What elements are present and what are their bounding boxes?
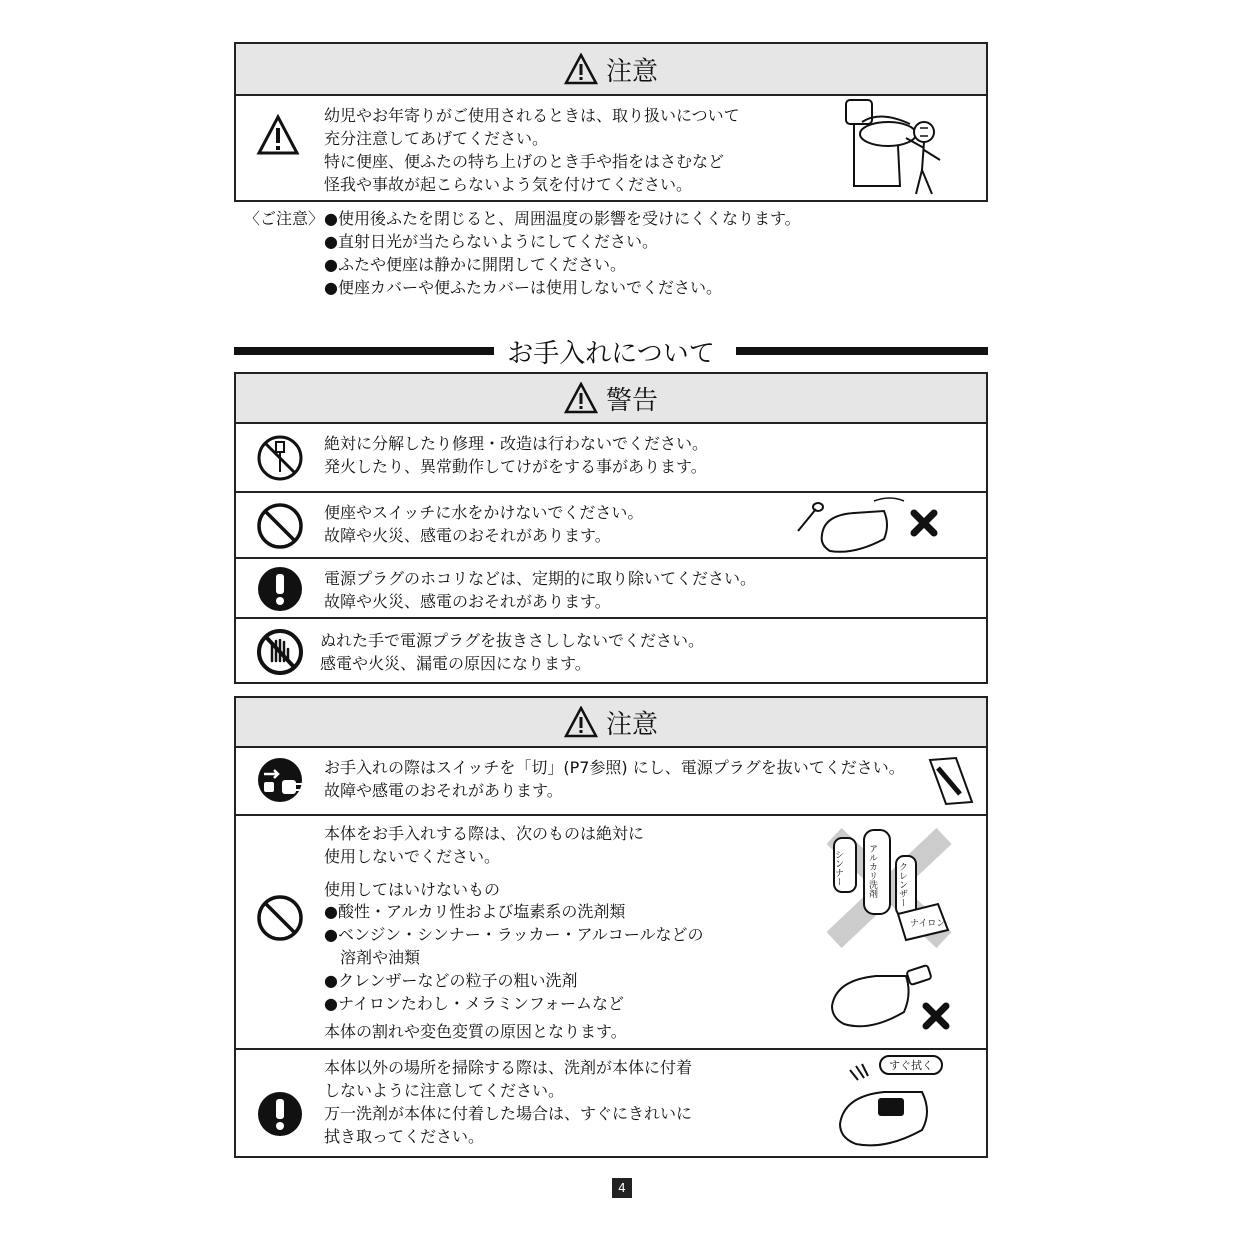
no-disassembly-icon (256, 434, 304, 482)
warning-box (234, 372, 988, 684)
forbidden-list: ●酸性・アルカリ性および塩素系の洗剤類 ●ベンジン・シンナー・ラッカー・アルコールなどの 溶剤や油類 ●クレンザーなどの粒子の粗い洗剤 ●ナイロンたわし・メラミンフォームなど (324, 902, 704, 1013)
caution-box-top (234, 42, 988, 202)
section-title (234, 337, 988, 369)
scrub-label: ナイロン (910, 919, 946, 929)
switch-off-label-illustration (926, 754, 976, 808)
prohibited-icon (256, 502, 304, 550)
warning-text: 絶対に分解したり修理・改造は行わないでください。 発火したり、異常動作してけがをする事があります。 (324, 434, 709, 476)
caution-text: お手入れの際はスイッチを「切」(P7参照) にし、電源プラグを抜いてください。 故障や感電のおそれがあります。 (324, 758, 905, 800)
caution-header-label: 注意 (605, 709, 658, 740)
warning-row (236, 557, 986, 617)
water-on-seat-illustration (794, 495, 944, 555)
warning-header (236, 374, 986, 424)
warning-triangle-icon (564, 706, 598, 738)
mandatory-exclamation-icon (256, 1090, 304, 1138)
warning-row (236, 491, 986, 557)
warning-triangle-icon (564, 382, 598, 414)
wipe-label: すぐ拭く (889, 1059, 933, 1072)
warning-row (236, 424, 986, 491)
wipe-seat-illustration (836, 1054, 948, 1152)
caution-header (236, 44, 986, 96)
cleaning-products-illustration (826, 820, 966, 1046)
warning-text: 電源プラグのホコリなどは、定期的に取り除いてください。 故障や火災、感電のおそれがあります。 (324, 569, 757, 611)
caution-text: 幼児やお年寄りがご使用されるときは、取り扱いについて 充分注意してあげてください。 特に便座、便ふたの特ち上げのとき手や指をはさむなど 怪我や事故が起こらないよう気を付けてください。 (324, 106, 740, 194)
caution-row (236, 96, 986, 202)
notes-item: ●便座カバーや便ふたカバーは使用しないでください。 (324, 278, 722, 297)
thinner-label: シンナー (833, 850, 843, 886)
caution-box-care (234, 696, 988, 1158)
caution-text: 本体以外の場所を掃除する際は、洗剤が本体に付着 しないように注意してください。 万一洗剤が本体に付着した場合は、すぐにきれいに 拭き取ってください。 (324, 1058, 693, 1146)
caution-row (236, 748, 986, 814)
caution-header-label: 注意 (605, 56, 658, 87)
section-title-text: お手入れについて (499, 339, 722, 369)
warning-text: 便座やスイッチに水をかけないでください。 故障や火災、感電のおそれがあります。 (324, 503, 644, 545)
caution-row (236, 1048, 986, 1158)
alkali-label: アルカリ洗剤 (867, 844, 877, 898)
warning-triangle-icon (256, 114, 300, 156)
cleanser-label: クレンザー (897, 862, 907, 907)
mandatory-exclamation-icon (256, 565, 304, 613)
warning-text: ぬれた手で電源プラグを抜きさししないでください。 感電や火災、漏電の原因になります。 (320, 631, 705, 673)
warning-header-label: 警告 (605, 385, 658, 416)
notes-list (244, 207, 801, 299)
notes-item: ●ふたや便座は静かに開閉してください。 (324, 255, 626, 274)
unplug-icon (256, 756, 304, 804)
caution-text: 本体をお手入れする際は、次のものは絶対に 使用しないでください。 (324, 824, 645, 866)
notes-item: ●直射日光が当たらないようにしてください。 (324, 232, 658, 251)
prohibited-icon (256, 894, 304, 942)
no-wet-hands-icon (256, 627, 304, 677)
caution-footer-text: 本体の割れや変色変質の原因となります。 (324, 1022, 627, 1041)
warning-triangle-icon (564, 53, 598, 85)
notes-block (244, 207, 801, 299)
caution-row (236, 814, 986, 1048)
notes-item: ●使用後ふたを閉じると、周囲温度の影響を受けにくくなります。 (324, 209, 801, 228)
caution-header (236, 698, 986, 748)
toilet-child-illustration (840, 94, 952, 198)
notes-label: 〈ご注意〉 (244, 209, 325, 228)
warning-row (236, 617, 986, 686)
forbidden-subhead: 使用してはいけないもの (324, 880, 501, 899)
page-number: 4 (612, 1178, 632, 1198)
